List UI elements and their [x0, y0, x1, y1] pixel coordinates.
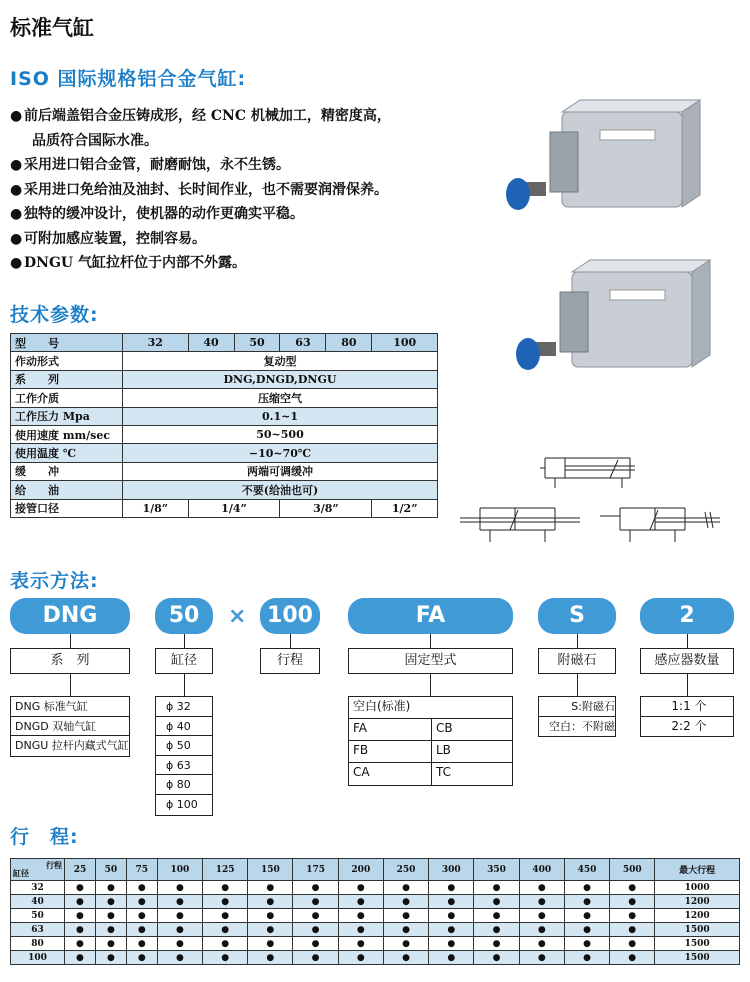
spec-row-value: 不要(给油也可)	[123, 481, 438, 499]
mount-option-row	[349, 719, 512, 741]
code-pill-stroke: 100	[260, 598, 320, 634]
stroke-header-cell: 175	[293, 859, 338, 881]
feature-item	[10, 178, 480, 203]
stroke-mark-icon: ●	[95, 881, 126, 895]
spec-port-cell: 1/4”	[188, 499, 280, 517]
spec-row	[11, 370, 438, 388]
stroke-max-cell: 1500	[655, 923, 740, 937]
stroke-mark-icon: ●	[474, 937, 519, 951]
stroke-mark-icon: ●	[338, 881, 383, 895]
stroke-mark-icon: ●	[126, 895, 157, 909]
stroke-mark-icon: ●	[338, 951, 383, 965]
stroke-header-cell: 250	[383, 859, 428, 881]
feature-item	[10, 153, 480, 178]
stroke-mark-icon: ●	[293, 881, 338, 895]
stroke-mark-icon: ●	[383, 909, 428, 923]
mount-option-code: CB	[431, 719, 453, 740]
feature-item	[10, 251, 480, 276]
code-pill-sensor: 2	[640, 598, 734, 634]
stroke-mark-icon: ●	[564, 909, 609, 923]
stroke-mark-icon: ●	[65, 951, 96, 965]
feature-item	[10, 227, 480, 252]
stroke-mark-icon: ●	[293, 895, 338, 909]
feature-text: 可附加感应装置，控制容易。	[24, 230, 206, 247]
stroke-mark-icon: ●	[293, 923, 338, 937]
stroke-mark-icon: ●	[157, 881, 202, 895]
stroke-header-cell: 50	[95, 859, 126, 881]
stroke-mark-icon: ●	[65, 881, 96, 895]
times-sign: ×	[228, 604, 247, 629]
stroke-table	[10, 858, 740, 965]
bore-option: ϕ 63	[156, 756, 212, 776]
stroke-mark-icon: ●	[383, 923, 428, 937]
connector-stroke	[290, 634, 291, 649]
stroke-header-row	[11, 859, 740, 881]
stroke-row	[11, 895, 740, 909]
stroke-bore-cell: 40	[11, 895, 65, 909]
stroke-mark-icon: ●	[248, 895, 293, 909]
stroke-mark-icon: ●	[126, 881, 157, 895]
label-bore: 缸径	[155, 648, 213, 674]
spec-row	[11, 407, 438, 425]
stroke-row	[11, 923, 740, 937]
stroke-max-cell: 1200	[655, 909, 740, 923]
feature-text: 前后端盖铝合金压铸成形，经 CNC 机械加工，精密度高，	[24, 108, 391, 124]
series-option: DNGU 拉杆内藏式气缸	[15, 739, 129, 753]
stroke-bore-cell: 50	[11, 909, 65, 923]
mount-option-code: FB	[353, 743, 369, 757]
series-option: DNGD 双轴气缸	[11, 717, 129, 737]
stroke-mark-icon: ●	[157, 937, 202, 951]
label-magnet: 附磁石	[538, 648, 616, 674]
spec-port-cell: 1/2”	[372, 499, 438, 517]
stroke-mark-icon: ●	[429, 951, 474, 965]
feature-text-cont: 品质符合国际水准。	[32, 132, 158, 149]
bore-option: ϕ 50	[156, 736, 212, 756]
stroke-mark-icon: ●	[248, 951, 293, 965]
spec-row-label: 工作介质	[11, 389, 123, 407]
stroke-max-cell: 1200	[655, 895, 740, 909]
stroke-mark-icon: ●	[610, 909, 655, 923]
stroke-mark-icon: ●	[157, 909, 202, 923]
stroke-header-cell: 300	[429, 859, 474, 881]
magnet-option: 空白：不附磁	[549, 719, 615, 733]
stroke-bore-cell: 32	[11, 881, 65, 895]
feature-item	[10, 104, 480, 153]
mount-option-code: CA	[353, 765, 370, 779]
connector-mount-2	[430, 674, 431, 696]
stroke-mark-icon: ●	[610, 951, 655, 965]
spec-row-label: 缓 冲	[11, 462, 123, 480]
magnet-option: S:附磁石	[539, 697, 615, 717]
stroke-header-cell: 25	[65, 859, 96, 881]
stroke-max-cell: 1500	[655, 951, 740, 965]
stroke-header-cell: 200	[338, 859, 383, 881]
mount-option-row	[349, 697, 512, 719]
stroke-mark-icon: ●	[474, 923, 519, 937]
stroke-mark-icon: ●	[126, 937, 157, 951]
spec-row-label: 使用速度 mm/sec	[11, 425, 123, 443]
sensor-option: 2:2 个	[671, 718, 707, 733]
stroke-mark-icon: ●	[429, 923, 474, 937]
corner-stroke-label: 行程	[46, 860, 62, 870]
spec-port-cell: 3/8”	[280, 499, 372, 517]
stroke-max-cell: 1000	[655, 881, 740, 895]
stroke-mark-icon: ●	[65, 937, 96, 951]
spec-row-value: 50~500	[123, 425, 438, 443]
stroke-row	[11, 937, 740, 951]
stroke-mark-icon: ●	[95, 951, 126, 965]
code-pill-magnet: S	[538, 598, 616, 634]
spec-bore-cell: 63	[280, 334, 326, 352]
bore-option: ϕ 80	[156, 775, 212, 795]
cylinder-top-icon	[506, 100, 700, 210]
spec-bore-cell: 80	[326, 334, 372, 352]
stroke-max-header: 最大行程	[655, 859, 740, 881]
mount-option-row	[349, 763, 512, 785]
stroke-mark-icon: ●	[564, 895, 609, 909]
stroke-corner-cell	[11, 859, 65, 881]
stroke-row	[11, 909, 740, 923]
stroke-mark-icon: ●	[564, 881, 609, 895]
stroke-header-cell: 350	[474, 859, 519, 881]
stroke-mark-icon: ●	[429, 895, 474, 909]
spec-row-value: 两端可调缓冲	[123, 462, 438, 480]
stroke-mark-icon: ●	[65, 909, 96, 923]
connector-series	[70, 634, 71, 649]
stroke-row	[11, 951, 740, 965]
spec-bore-cell: 32	[123, 334, 189, 352]
series-option: DNG 标准气缸	[11, 697, 129, 717]
stroke-mark-icon: ●	[157, 895, 202, 909]
stroke-mark-icon: ●	[338, 923, 383, 937]
bore-option: ϕ 32	[156, 697, 212, 717]
stroke-mark-icon: ●	[203, 923, 248, 937]
spec-port-row	[11, 499, 438, 517]
stroke-mark-icon: ●	[474, 895, 519, 909]
stroke-mark-icon: ●	[383, 881, 428, 895]
spec-header-row	[11, 334, 438, 352]
stroke-mark-icon: ●	[519, 881, 564, 895]
code-pill-series: DNG	[10, 598, 130, 634]
stroke-header-cell: 500	[610, 859, 655, 881]
stroke-mark-icon: ●	[126, 951, 157, 965]
feature-text: DNGU 气缸拉杆位于内部不外露。	[24, 255, 246, 271]
connector-bore	[184, 634, 185, 649]
spec-header-label: 型 号	[11, 334, 123, 352]
feature-text: 采用进口免给油及油封、长时间作业，也不需要润滑保养。	[24, 181, 388, 198]
bore-option-list	[155, 696, 213, 816]
bullet-icon: ●	[10, 181, 23, 198]
stroke-mark-icon: ●	[383, 895, 428, 909]
feature-text: 采用进口铝合金管，耐磨耐蚀，永不生锈。	[24, 157, 290, 173]
connector-mount	[430, 634, 431, 649]
stroke-row	[11, 881, 740, 895]
stroke-mark-icon: ●	[429, 909, 474, 923]
bore-option: ϕ 40	[156, 717, 212, 737]
connector-bore-2	[184, 674, 185, 696]
stroke-mark-icon: ●	[203, 881, 248, 895]
stroke-mark-icon: ●	[248, 909, 293, 923]
page-title: 标准气缸	[10, 15, 94, 40]
spec-bore-cell: 100	[372, 334, 438, 352]
stroke-mark-icon: ●	[157, 951, 202, 965]
connector-sensor	[687, 634, 688, 649]
spec-port-label: 接管口径	[11, 499, 123, 517]
double-rod-symbol-icon	[460, 508, 580, 542]
spec-port-cell: 1/8”	[123, 499, 189, 517]
stroke-mark-icon: ●	[338, 909, 383, 923]
stroke-mark-icon: ●	[519, 895, 564, 909]
stroke-mark-icon: ●	[95, 909, 126, 923]
stroke-mark-icon: ●	[338, 937, 383, 951]
spec-row	[11, 444, 438, 462]
feature-list	[10, 104, 480, 276]
spec-row-value: 压缩空气	[123, 389, 438, 407]
spec-row-value: DNG,DNGD,DNGU	[123, 370, 438, 388]
stroke-mark-icon: ●	[203, 909, 248, 923]
stroke-mark-icon: ●	[610, 895, 655, 909]
stroke-header-cell: 100	[157, 859, 202, 881]
stroke-bore-cell: 63	[11, 923, 65, 937]
label-stroke: 行程	[260, 648, 320, 674]
spec-bore-cell: 40	[188, 334, 234, 352]
feature-item	[10, 202, 480, 227]
mount-option-code: FA	[353, 721, 368, 735]
stroke-header-cell: 450	[564, 859, 609, 881]
double-acting-symbol-icon	[540, 458, 635, 488]
stroke-mark-icon: ●	[95, 895, 126, 909]
spec-row	[11, 352, 438, 370]
mount-option-code: TC	[431, 763, 451, 785]
stroke-mark-icon: ●	[157, 923, 202, 937]
section-title-stroke: 行 程:	[10, 826, 79, 848]
stroke-mark-icon: ●	[564, 923, 609, 937]
spec-row	[11, 462, 438, 480]
stroke-mark-icon: ●	[65, 923, 96, 937]
stroke-mark-icon: ●	[474, 881, 519, 895]
stroke-bore-cell: 80	[11, 937, 65, 951]
connector-series-2	[70, 674, 71, 696]
stroke-mark-icon: ●	[65, 895, 96, 909]
connector-sensor-2	[687, 674, 688, 696]
bullet-icon: ●	[10, 157, 23, 173]
spec-bore-cell: 50	[234, 334, 280, 352]
cylinder-bottom-icon	[516, 260, 710, 370]
stroke-mark-icon: ●	[293, 951, 338, 965]
spec-row-value: 0.1~1	[123, 407, 438, 425]
stroke-mark-icon: ●	[429, 881, 474, 895]
series-option-list	[10, 696, 130, 757]
stroke-bore-cell: 100	[11, 951, 65, 965]
stroke-mark-icon: ●	[519, 951, 564, 965]
code-pill-mount: FA	[348, 598, 513, 634]
stroke-mark-icon: ●	[126, 923, 157, 937]
stroke-mark-icon: ●	[474, 909, 519, 923]
bullet-icon: ●	[10, 108, 23, 124]
connector-magnet	[577, 634, 578, 649]
sensor-option-list	[640, 696, 734, 737]
spec-row-value: 复动型	[123, 352, 438, 370]
stroke-max-cell: 1500	[655, 937, 740, 951]
spec-row-label: 作动形式	[11, 352, 123, 370]
label-series: 系 列	[10, 648, 130, 674]
spec-row-value: −10~70℃	[123, 444, 438, 462]
stroke-header-cell: 75	[126, 859, 157, 881]
stroke-header-cell: 125	[203, 859, 248, 881]
connector-magnet-2	[577, 674, 578, 696]
stroke-mark-icon: ●	[203, 937, 248, 951]
stroke-mark-icon: ●	[519, 923, 564, 937]
stroke-mark-icon: ●	[383, 937, 428, 951]
stroke-mark-icon: ●	[564, 951, 609, 965]
cylinder-symbol-diagrams	[460, 450, 740, 550]
spec-row-label: 系 列	[11, 370, 123, 388]
stroke-mark-icon: ●	[203, 895, 248, 909]
bullet-icon: ●	[10, 255, 23, 271]
stroke-header-cell: 150	[248, 859, 293, 881]
mount-option-code: LB	[431, 741, 451, 762]
magnet-option-list	[538, 696, 616, 737]
sensor-option: 1:1 个	[641, 697, 733, 717]
mount-option-list	[348, 696, 513, 786]
stroke-mark-icon: ●	[383, 951, 428, 965]
section-title-iso: ISO 国际规格铝合金气缸:	[10, 68, 247, 90]
spec-row-label: 给 油	[11, 481, 123, 499]
spec-row	[11, 481, 438, 499]
cylinder-product-image	[480, 90, 730, 390]
mount-option-row	[349, 741, 512, 763]
label-mount: 固定型式	[348, 648, 513, 674]
spec-row-label: 工作压力 Mpa	[11, 407, 123, 425]
stroke-mark-icon: ●	[519, 937, 564, 951]
label-sensor: 感应器数量	[640, 648, 734, 674]
stroke-mark-icon: ●	[338, 895, 383, 909]
rod-lock-symbol-icon	[600, 508, 720, 542]
stroke-mark-icon: ●	[474, 951, 519, 965]
stroke-mark-icon: ●	[610, 923, 655, 937]
stroke-mark-icon: ●	[95, 923, 126, 937]
bore-option: ϕ 100	[166, 797, 198, 811]
stroke-mark-icon: ●	[248, 923, 293, 937]
stroke-mark-icon: ●	[564, 937, 609, 951]
stroke-mark-icon: ●	[248, 881, 293, 895]
stroke-mark-icon: ●	[429, 937, 474, 951]
stroke-mark-icon: ●	[203, 951, 248, 965]
feature-text: 独特的缓冲设计，使机器的动作更确实平稳。	[24, 206, 304, 222]
stroke-mark-icon: ●	[293, 909, 338, 923]
stroke-mark-icon: ●	[293, 937, 338, 951]
bullet-icon: ●	[10, 230, 23, 247]
section-title-notation: 表示方法:	[10, 570, 99, 592]
spec-table	[10, 333, 438, 518]
corner-bore-label: 缸径	[13, 868, 29, 878]
code-pill-bore: 50	[155, 598, 213, 634]
spec-row-label: 使用温度 ℃	[11, 444, 123, 462]
bullet-icon: ●	[10, 206, 23, 222]
stroke-mark-icon: ●	[610, 937, 655, 951]
spec-row	[11, 425, 438, 443]
stroke-header-cell: 400	[519, 859, 564, 881]
stroke-mark-icon: ●	[248, 937, 293, 951]
stroke-mark-icon: ●	[126, 909, 157, 923]
stroke-mark-icon: ●	[519, 909, 564, 923]
stroke-mark-icon: ●	[95, 937, 126, 951]
mount-option-code: 空白(标准)	[353, 699, 411, 713]
spec-row	[11, 389, 438, 407]
stroke-mark-icon: ●	[610, 881, 655, 895]
section-title-tech: 技术参数:	[10, 304, 99, 326]
